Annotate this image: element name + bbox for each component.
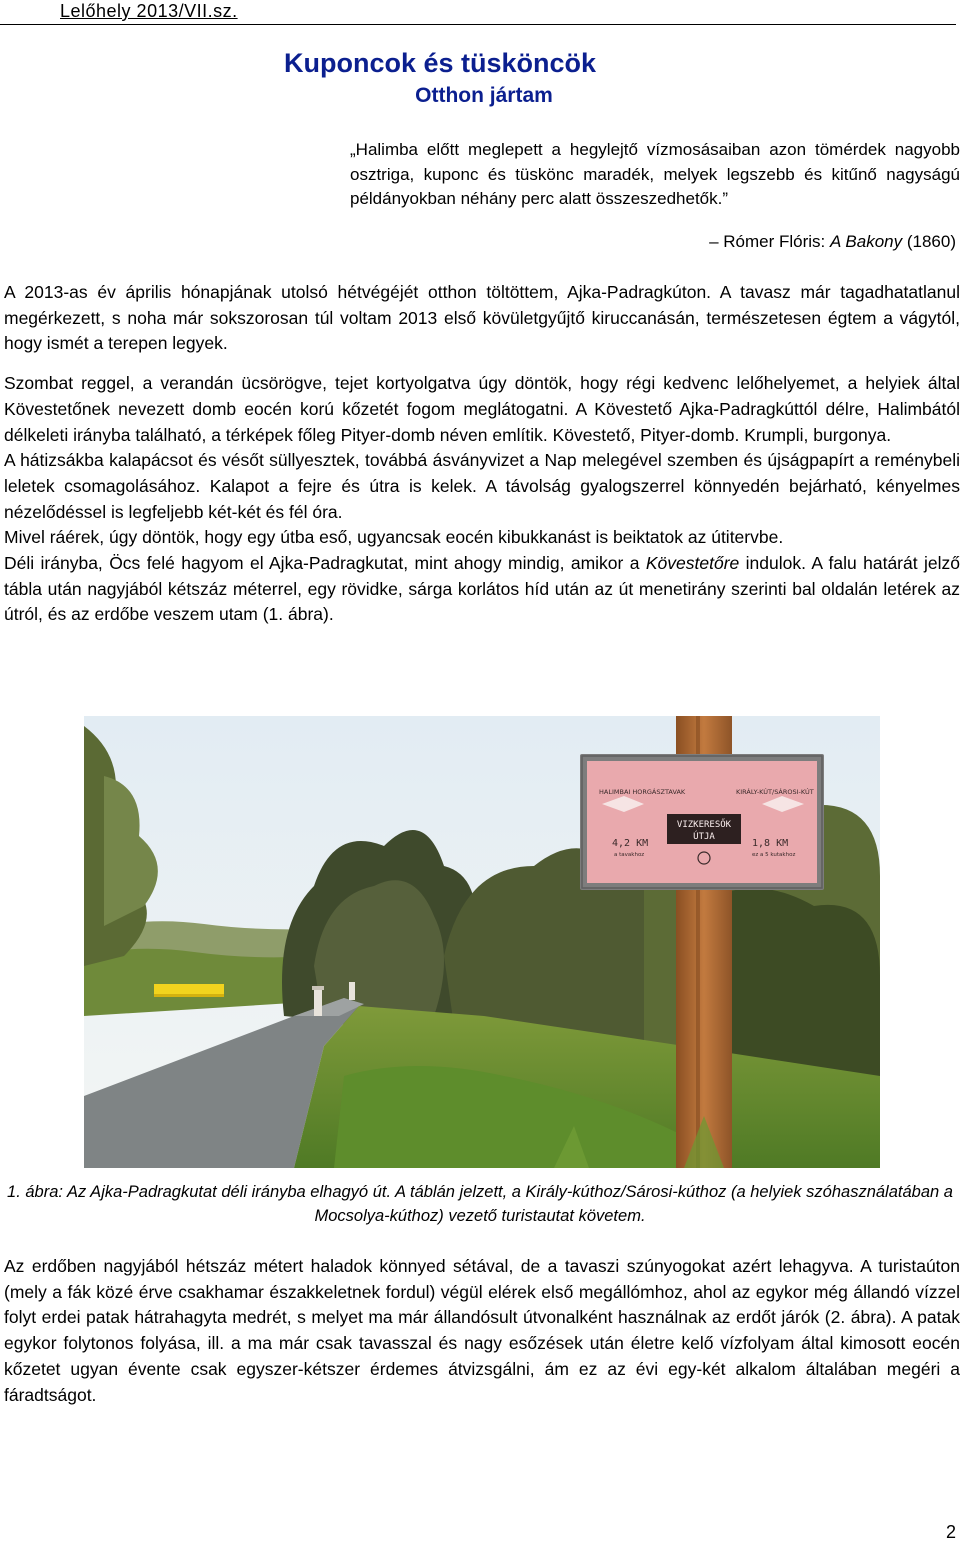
epigraph-attribution (709, 232, 956, 252)
running-title: Lelőhely 2013/VII.sz. (60, 1, 238, 21)
page-number: 2 (945, 1522, 956, 1542)
paragraph: A hátizsákba kalapácsot és vésőt süllyesztek, továbbá ásványvizet a Nap melegével szemben és újságpapírt a reménybeli leletek csomagolásához. Kalapot a fejre és útra is kelek. A távolság gyalogszerrel könnyedén bejárható, kényelmes nézelődéssel is legfeljebb két-két és fél óra. (4, 450, 960, 522)
sign-left-top: HALIMBAI HORGÁSZTAVAK (599, 788, 686, 796)
body-bottom (4, 1254, 960, 1408)
paragraph: Déli irányba, Öcs felé hagyom el Ajka-Padragkutat, mint ahogy mindig, amikor a Kövestetőre indulok. A falu határát jelző tábla után nagyjából kétszáz méterrel, egy rövidke, sárga korlátos híd után az út menetirány szerinti bal oldalán letérek az útról, és az erdőbe veszem utam (1. ábra). (4, 553, 960, 625)
sign-center-1: VIZKERESŐK (676, 820, 732, 830)
kovesteto-italic: Kövestetőre (645, 553, 740, 574)
sign-center-2: ÚTJA (693, 832, 715, 842)
attribution-author: – Rómer Flóris: (709, 232, 830, 251)
article-subtitle: Otthon jártam (415, 84, 553, 107)
body-top (4, 280, 960, 628)
paragraph: Az erdőben nagyjából hétszáz métert haladok könnyed sétával, de a tavaszi szúnyogokat azért lehagyva. A turistaúton (mely a fák közé érve csakhamar északkeletnek fordul) végül elérek első megállómhoz, ahol az egykor még állandó vízzel folyt erdei patak hátrahagyta medrét, s melyet ma már állandósult útvonalként használnak az erdőt járók (2. ábra). A patak egykor folytonos folyása, ill. a ma már csak tavasszal és nagy esőzések után életre kelő vízfolyam által kimosott eocén kőzetet ugyan évente csak egyszer-kétszer érdemes átvizsgálni, ám ez az évi egy-két alkalom általában megéri a fáradtságot. (4, 1256, 960, 1405)
sign-right-top: KIRÁLY-KÚT/SÁROSI-KÚT (736, 788, 814, 796)
running-header (0, 0, 956, 25)
article-title: Kuponcok és tüsköncök (283, 48, 597, 78)
sign-right-sub: ez a 5 kutakhoz (752, 852, 796, 858)
paragraph: A 2013-as év április hónapjának utolsó hétvégéjét otthon töltöttem, Ajka-Padragkúton. A tavasz már tagadhatatlanul megérkezett, s noha már sokszorosan túl voltam 2013 első kövületgyűjtő kiruccanásán, természetesen égtem a vágytól, hogy ismét a terepen legyek. (4, 282, 960, 354)
figure-1-caption: 1. ábra: Az Ajka-Padragkutat déli irányba elhagyó út. A táblán jelzett, a Király-kúthoz/Sárosi-kúthoz (a helyiek szóhasználatában a Mocsolya-kúthoz) vezető turistautat követem. (7, 1183, 953, 1225)
road-signpost-photo (84, 716, 880, 1168)
sign-right-distance: 1,8 KM (752, 838, 789, 849)
paragraph: Szombat reggel, a verandán ücsörögve, tejet kortyolgatva úgy döntök, hogy régi kedvenc lelőhelyemet, a helyiek által Kövestetőnek nevezett domb eocén korú kőzetét fogom meglátogatni. A Kövestető Ajka-Padragkúttól délre, Halimbától délkeleti irányba található, a térképek főleg Pityer-domb néven említik. Kövestető, Pityer-domb. Krumpli, burgonya. (4, 373, 960, 445)
sign-left-distance: 4,2 KM (612, 838, 649, 849)
figure-1-photo (84, 716, 880, 1168)
sign-left-sub: a tavakhoz (614, 852, 645, 858)
attribution-year: (1860) (902, 232, 956, 251)
paragraph: Mivel ráérek, úgy döntök, hogy egy útba eső, ugyancsak eocén kibukkanást is beiktatok az útitervbe. (4, 527, 784, 548)
epigraph-quote: „Halimba előtt meglepett a hegylejtő vízmosásaiban azon tömérdek nagyobb osztriga, kuponc és tüskönc maradék, melyek legszebb és kitűnő nagyságú példányokban néhány perc alatt összeszedhetők.” (350, 140, 960, 208)
attribution-work: A Bakony (829, 232, 903, 251)
